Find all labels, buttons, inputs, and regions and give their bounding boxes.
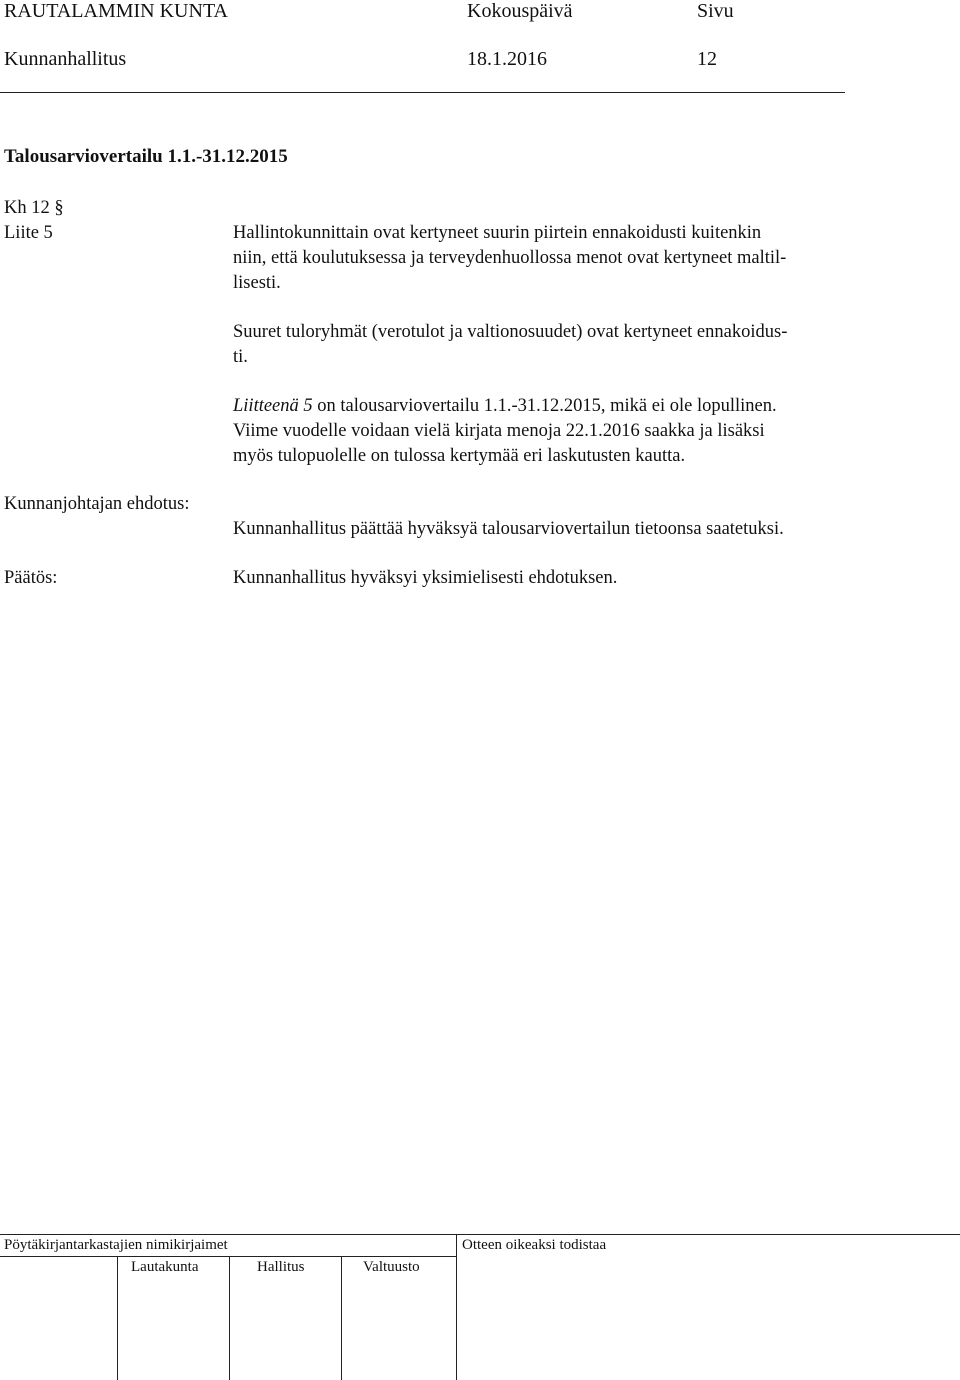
section-number: Kh 12 § bbox=[4, 198, 64, 218]
footer-col-line-2 bbox=[229, 1256, 230, 1380]
footer-col-lautakunta: Lautakunta bbox=[131, 1259, 199, 1275]
paragraph-3-line-1-rest: on talousarviovertailu 1.1.-31.12.2015, mikä ei ole lopullinen. bbox=[312, 396, 777, 416]
paragraph-1-line-2: niin, että koulutuksessa ja terveydenhuollossa menot ovat kertyneet maltil- bbox=[233, 248, 787, 268]
footer-inner-rule bbox=[0, 1256, 456, 1257]
proposal-text: Kunnanhallitus päättää hyväksyä talousarviovertailun tietoonsa saatetuksi. bbox=[233, 519, 784, 539]
footer-col-line-1 bbox=[117, 1256, 118, 1380]
footer-certified-label: Otteen oikeaksi todistaa bbox=[462, 1237, 607, 1253]
footer-col-line-3 bbox=[341, 1256, 342, 1380]
paragraph-3-line-3: myös tulopuolelle on tulossa kertymää eri laskutusten kautta. bbox=[233, 446, 686, 466]
attachment-reference: Liitteenä 5 bbox=[233, 396, 313, 416]
decision-label: Päätös: bbox=[4, 568, 58, 588]
paragraph-3-line-2: Viime vuodelle voidaan vielä kirjata menoja 22.1.2016 saakka ja lisäksi bbox=[233, 421, 765, 441]
footer-col-valtuusto: Valtuusto bbox=[363, 1259, 420, 1275]
meeting-date: 18.1.2016 bbox=[467, 48, 547, 70]
paragraph-3-line-1 bbox=[233, 394, 777, 419]
footer-divider bbox=[456, 1234, 457, 1380]
page-label: Sivu bbox=[697, 0, 734, 22]
footer-initials-label: Pöytäkirjantarkastajien nimikirjaimet bbox=[4, 1237, 228, 1253]
paragraph-2-line-1: Suuret tuloryhmät (verotulot ja valtionosuudet) ovat kertyneet ennakoidus- bbox=[233, 322, 788, 342]
footer-rule-left bbox=[0, 1234, 456, 1235]
paragraph-2-line-2: ti. bbox=[233, 347, 248, 367]
body-name: Kunnanhallitus bbox=[4, 48, 127, 70]
page-number: 12 bbox=[697, 48, 717, 70]
meeting-date-label: Kokouspäivä bbox=[467, 0, 573, 22]
document-title: Talousarviovertailu 1.1.-31.12.2015 bbox=[4, 146, 288, 167]
paragraph-1-line-1: Hallintokunnittain ovat kertyneet suurin piirtein ennakoidusti kuitenkin bbox=[233, 223, 762, 243]
attachment-label: Liite 5 bbox=[4, 223, 53, 243]
proposal-label: Kunnanjohtajan ehdotus: bbox=[4, 494, 190, 514]
header-rule bbox=[0, 92, 845, 93]
footer-col-hallitus: Hallitus bbox=[257, 1259, 305, 1275]
footer-rule-right bbox=[456, 1234, 960, 1235]
decision-text: Kunnanhallitus hyväksyi yksimielisesti ehdotuksen. bbox=[233, 568, 618, 588]
paragraph-1-line-3: lisesti. bbox=[233, 273, 281, 293]
municipality-name: RAUTALAMMIN KUNTA bbox=[4, 0, 229, 22]
